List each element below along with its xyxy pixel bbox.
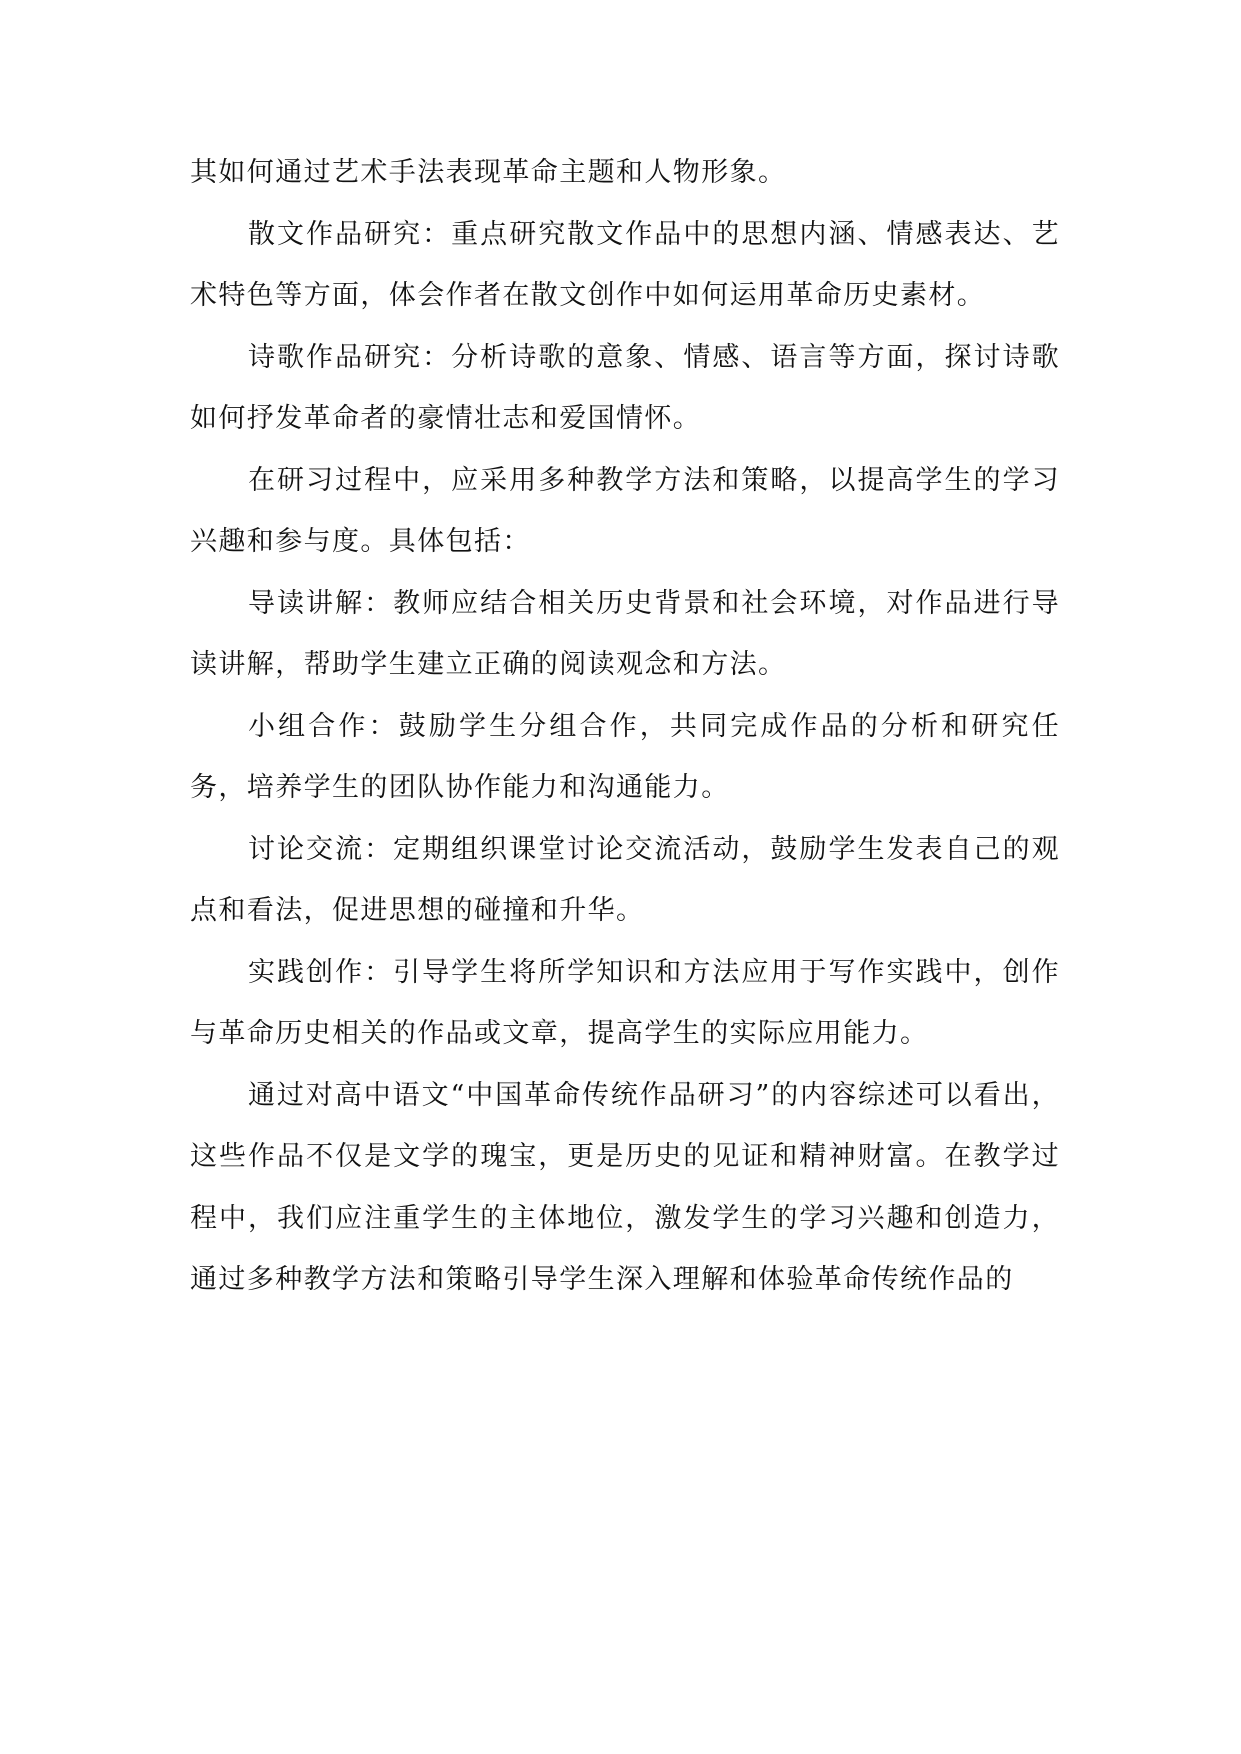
paragraph-teaching-methods-intro: 在研习过程中，应采用多种教学方法和策略，以提高学生的学习兴趣和参与度。具体包括：: [190, 464, 1060, 557]
paragraph-summary: 通过对高中语文“中国革命传统作品研习”的内容综述可以看出，这些作品不仅是文学的瑰宝，更是历史的见证和精神财富。在教学过程中，我们应注重学生的主体地位，激发学生的学习兴趣和创造力，通过多种教学方法和策略引导学生深入理解和体验革命传统作品的: [190, 1079, 1060, 1295]
paragraph-group-cooperation: 小组合作：鼓励学生分组合作，共同完成作品的分析和研究任务，培养学生的团队协作能力和沟通能力。: [190, 710, 1060, 803]
paragraph-poetry-study: 诗歌作品研究：分析诗歌的意象、情感、语言等方面，探讨诗歌如何抒发革命者的豪情壮志和爱国情怀。: [190, 341, 1060, 434]
document-body: [190, 142, 1060, 1311]
paragraph-prose-study: 散文作品研究：重点研究散文作品中的思想内涵、情感表达、艺术特色等方面，体会作者在散文创作中如何运用革命历史素材。: [190, 218, 1060, 311]
paragraph-practice-creation: 实践创作：引导学生将所学知识和方法应用于写作实践中，创作与革命历史相关的作品或文章，提高学生的实际应用能力。: [190, 956, 1060, 1049]
paragraph-guided-reading: 导读讲解：教师应结合相关历史背景和社会环境，对作品进行导读讲解，帮助学生建立正确的阅读观念和方法。: [190, 587, 1060, 680]
paragraph-discussion-exchange: 讨论交流：定期组织课堂讨论交流活动，鼓励学生发表自己的观点和看法，促进思想的碰撞和升华。: [190, 833, 1060, 926]
paragraph-continuation: 其如何通过艺术手法表现革命主题和人物形象。: [190, 157, 787, 188]
